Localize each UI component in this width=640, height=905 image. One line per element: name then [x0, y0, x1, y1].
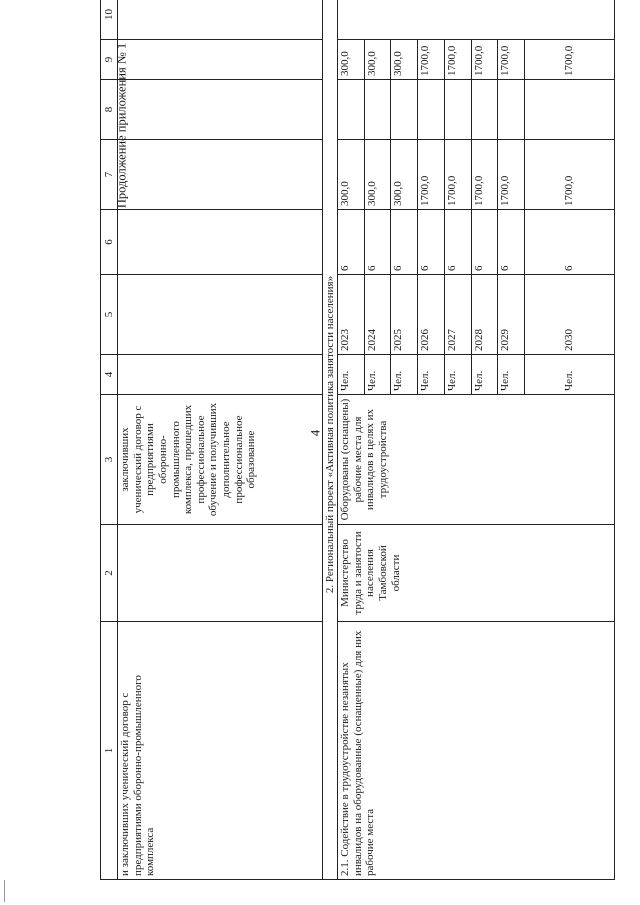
section-title: 2. Региональный проект «Активная политика занятости населения»	[323, 0, 338, 880]
unit-cell: Чел.	[444, 355, 471, 395]
unit-cell: Чел.	[364, 355, 391, 395]
unit-cell: Чел.	[418, 355, 445, 395]
col-header-3: 3	[101, 395, 118, 525]
data-row	[338, 0, 365, 880]
amount-total-cell: 1700,0	[471, 40, 498, 80]
measure-result: Оборудованы (оснащены) рабочие места для инвалидов в целях их трудоустройства	[338, 395, 615, 525]
amount-cell: 300,0	[391, 140, 418, 210]
continuation-cell-1: и заключивших ученический договор с предприятиями оборонно-промышленного комплекса	[118, 622, 323, 880]
count-cell: 6	[364, 210, 391, 275]
count-cell: 6	[444, 210, 471, 275]
col-header-8: 8	[101, 80, 118, 140]
unit-cell: Чел.	[525, 355, 615, 395]
continuation-row	[118, 0, 323, 880]
count-cell: 6	[525, 210, 615, 275]
amount-total-cell: 1700,0	[498, 40, 525, 80]
amount-total-cell: 1700,0	[525, 40, 615, 80]
count-cell: 6	[391, 210, 418, 275]
year-cell: 2027	[444, 275, 471, 355]
col-header-9: 9	[101, 40, 118, 80]
continuation-cell-3: заключивших ученический договор с предприятиями оборонно-промышленного комплекса, прошедших профессиональное обучение и получивших дополнительное профессиональное образование	[118, 395, 323, 525]
year-cell: 2028	[471, 275, 498, 355]
measure-name: 2.1. Содействие в трудоустройстве незанятых инвалидов на оборудованные (оснащенные) для них рабочие места	[338, 622, 615, 880]
amount-cell: 1700,0	[418, 140, 445, 210]
year-cell: 2025	[391, 275, 418, 355]
margin-mark	[4, 880, 5, 902]
amount-total-cell: 300,0	[391, 40, 418, 80]
table-container	[100, 9, 615, 880]
amount-cell: 1700,0	[525, 140, 615, 210]
col-header-1: 1	[101, 622, 118, 880]
amount-cell: 1700,0	[471, 140, 498, 210]
unit-cell: Чел.	[471, 355, 498, 395]
appendix-table	[100, 0, 615, 880]
amount-cell: 1700,0	[444, 140, 471, 210]
year-cell: 2024	[364, 275, 391, 355]
year-cell: 2030	[525, 275, 615, 355]
col-header-4: 4	[101, 355, 118, 395]
caption: Продолжение приложения № 1	[114, 42, 129, 209]
page-number: 4	[307, 429, 323, 437]
header-row	[101, 0, 118, 880]
year-cell: 2023	[338, 275, 365, 355]
count-cell: 6	[471, 210, 498, 275]
year-cell: 2029	[498, 275, 525, 355]
year-cell: 2026	[418, 275, 445, 355]
unit-cell: Чел.	[338, 355, 365, 395]
col-header-6: 6	[101, 210, 118, 275]
count-cell: 6	[338, 210, 365, 275]
count-cell: 6	[418, 210, 445, 275]
amount-total-cell: 300,0	[338, 40, 365, 80]
amount-cell: 300,0	[338, 140, 365, 210]
amount-cell: 300,0	[364, 140, 391, 210]
col-header-5: 5	[101, 275, 118, 355]
section-row	[323, 0, 338, 880]
amount-cell: 1700,0	[498, 140, 525, 210]
unit-cell: Чел.	[498, 355, 525, 395]
amount-total-cell: 1700,0	[418, 40, 445, 80]
col-header-10: 10	[101, 0, 118, 40]
amount-total-cell: 300,0	[364, 40, 391, 80]
amount-total-cell: 1700,0	[444, 40, 471, 80]
col-header-2: 2	[101, 525, 118, 622]
col-header-7: 7	[101, 140, 118, 210]
count-cell: 6	[498, 210, 525, 275]
responsible-org: Министерство труда и занятости населения Тамбовской области	[338, 525, 615, 622]
unit-cell: Чел.	[391, 355, 418, 395]
